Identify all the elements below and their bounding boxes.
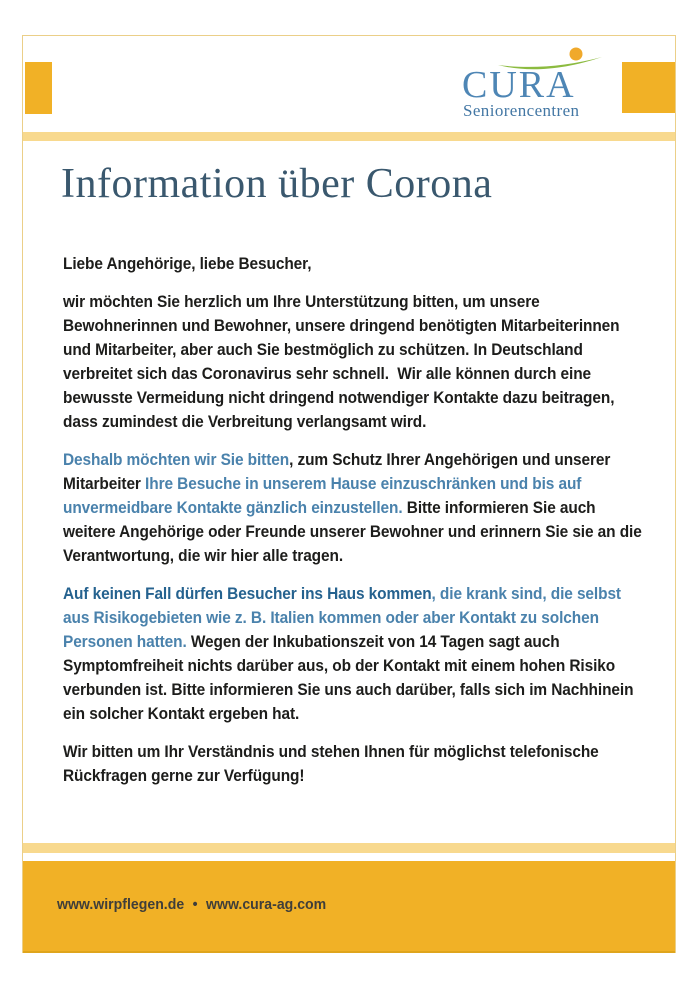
text-run: Wir bitten um Ihr Verständnis und stehen Ihnen für möglichst telefonische Rückfragen gerne zur Verfügung!: [63, 743, 599, 785]
text-run: Auf keinen Fall dürfen Besucher ins Haus kommen: [63, 585, 432, 603]
text-run: Wegen der Inkubationszeit von 14 Tagen sagt auch Symptomfreiheit nichts darüber aus, ob der Kontakt mit einem hohen Risiko verbunden ist. Bitte informieren Sie uns auch darüber, falls sich im Nachhinein ein solcher Kontakt ergeben hat.: [63, 633, 634, 723]
paragraph-intro: [63, 290, 645, 434]
text-run: Bitte informieren Sie auch weitere Angehörige oder Freunde unserer Bewohner und erinnern Sie sie an die Verantwortung, die wir hier alle tragen.: [63, 499, 642, 565]
text-run: , die krank sind, die selbst aus Risikogebieten wie z. B. Italien kommen oder aber Kontakt zu solchen Personen hatten.: [63, 585, 621, 651]
logo-brand-text: CURA: [462, 64, 576, 106]
logo-subtitle: Seniorencentren: [463, 101, 580, 120]
left-accent-block: [25, 62, 52, 114]
header-divider-band: [23, 132, 675, 141]
paragraph-closing: [63, 740, 645, 788]
footer-url-wirpflegen: www.wirpflegen.de: [57, 896, 185, 913]
footer-links: [57, 896, 326, 914]
paragraph-restriction: [63, 582, 645, 726]
text-run: , zum Schutz Ihrer Angehörigen und unserer Mitarbeiter: [63, 451, 611, 493]
logo-sun-dot: [570, 48, 583, 61]
paragraph-request: [63, 448, 645, 568]
page-title: Information über Corona: [61, 161, 493, 207]
text-run: Ihre Besuche in unserem Hause einzuschränken und bis auf unvermeidbare Kontakte gänzlich einzustellen.: [63, 475, 582, 517]
salutation: [63, 252, 645, 276]
footer-divider-band: [23, 843, 675, 853]
text-run: Liebe Angehörige, liebe Besucher,: [63, 255, 312, 273]
letter-body: [63, 252, 645, 802]
text-run: wir möchten Sie herzlich um Ihre Unterstützung bitten, um unsere Bewohnerinnen und Bewohner, unsere dringend benötigten Mitarbeiterinnen und Mitarbeiter, aber auch Sie bestmöglich zu schützen. In Deutschland verbreitet sich das Coronavirus sehr schnell. Wir alle können durch eine bewusste Vermeidung nicht dringend notwendiger Kontakte dazu beitragen, dass zumindest die Verbreitung verlangsamt wird.: [63, 293, 620, 431]
text-run: Deshalb möchten wir Sie bitten: [63, 451, 290, 469]
footer-bullet-separator: •: [192, 896, 198, 913]
footer-band: [23, 861, 675, 953]
right-accent-block: [622, 62, 675, 113]
footer-url-cura: www.cura-ag.com: [206, 896, 327, 913]
cura-logo: [462, 44, 622, 124]
